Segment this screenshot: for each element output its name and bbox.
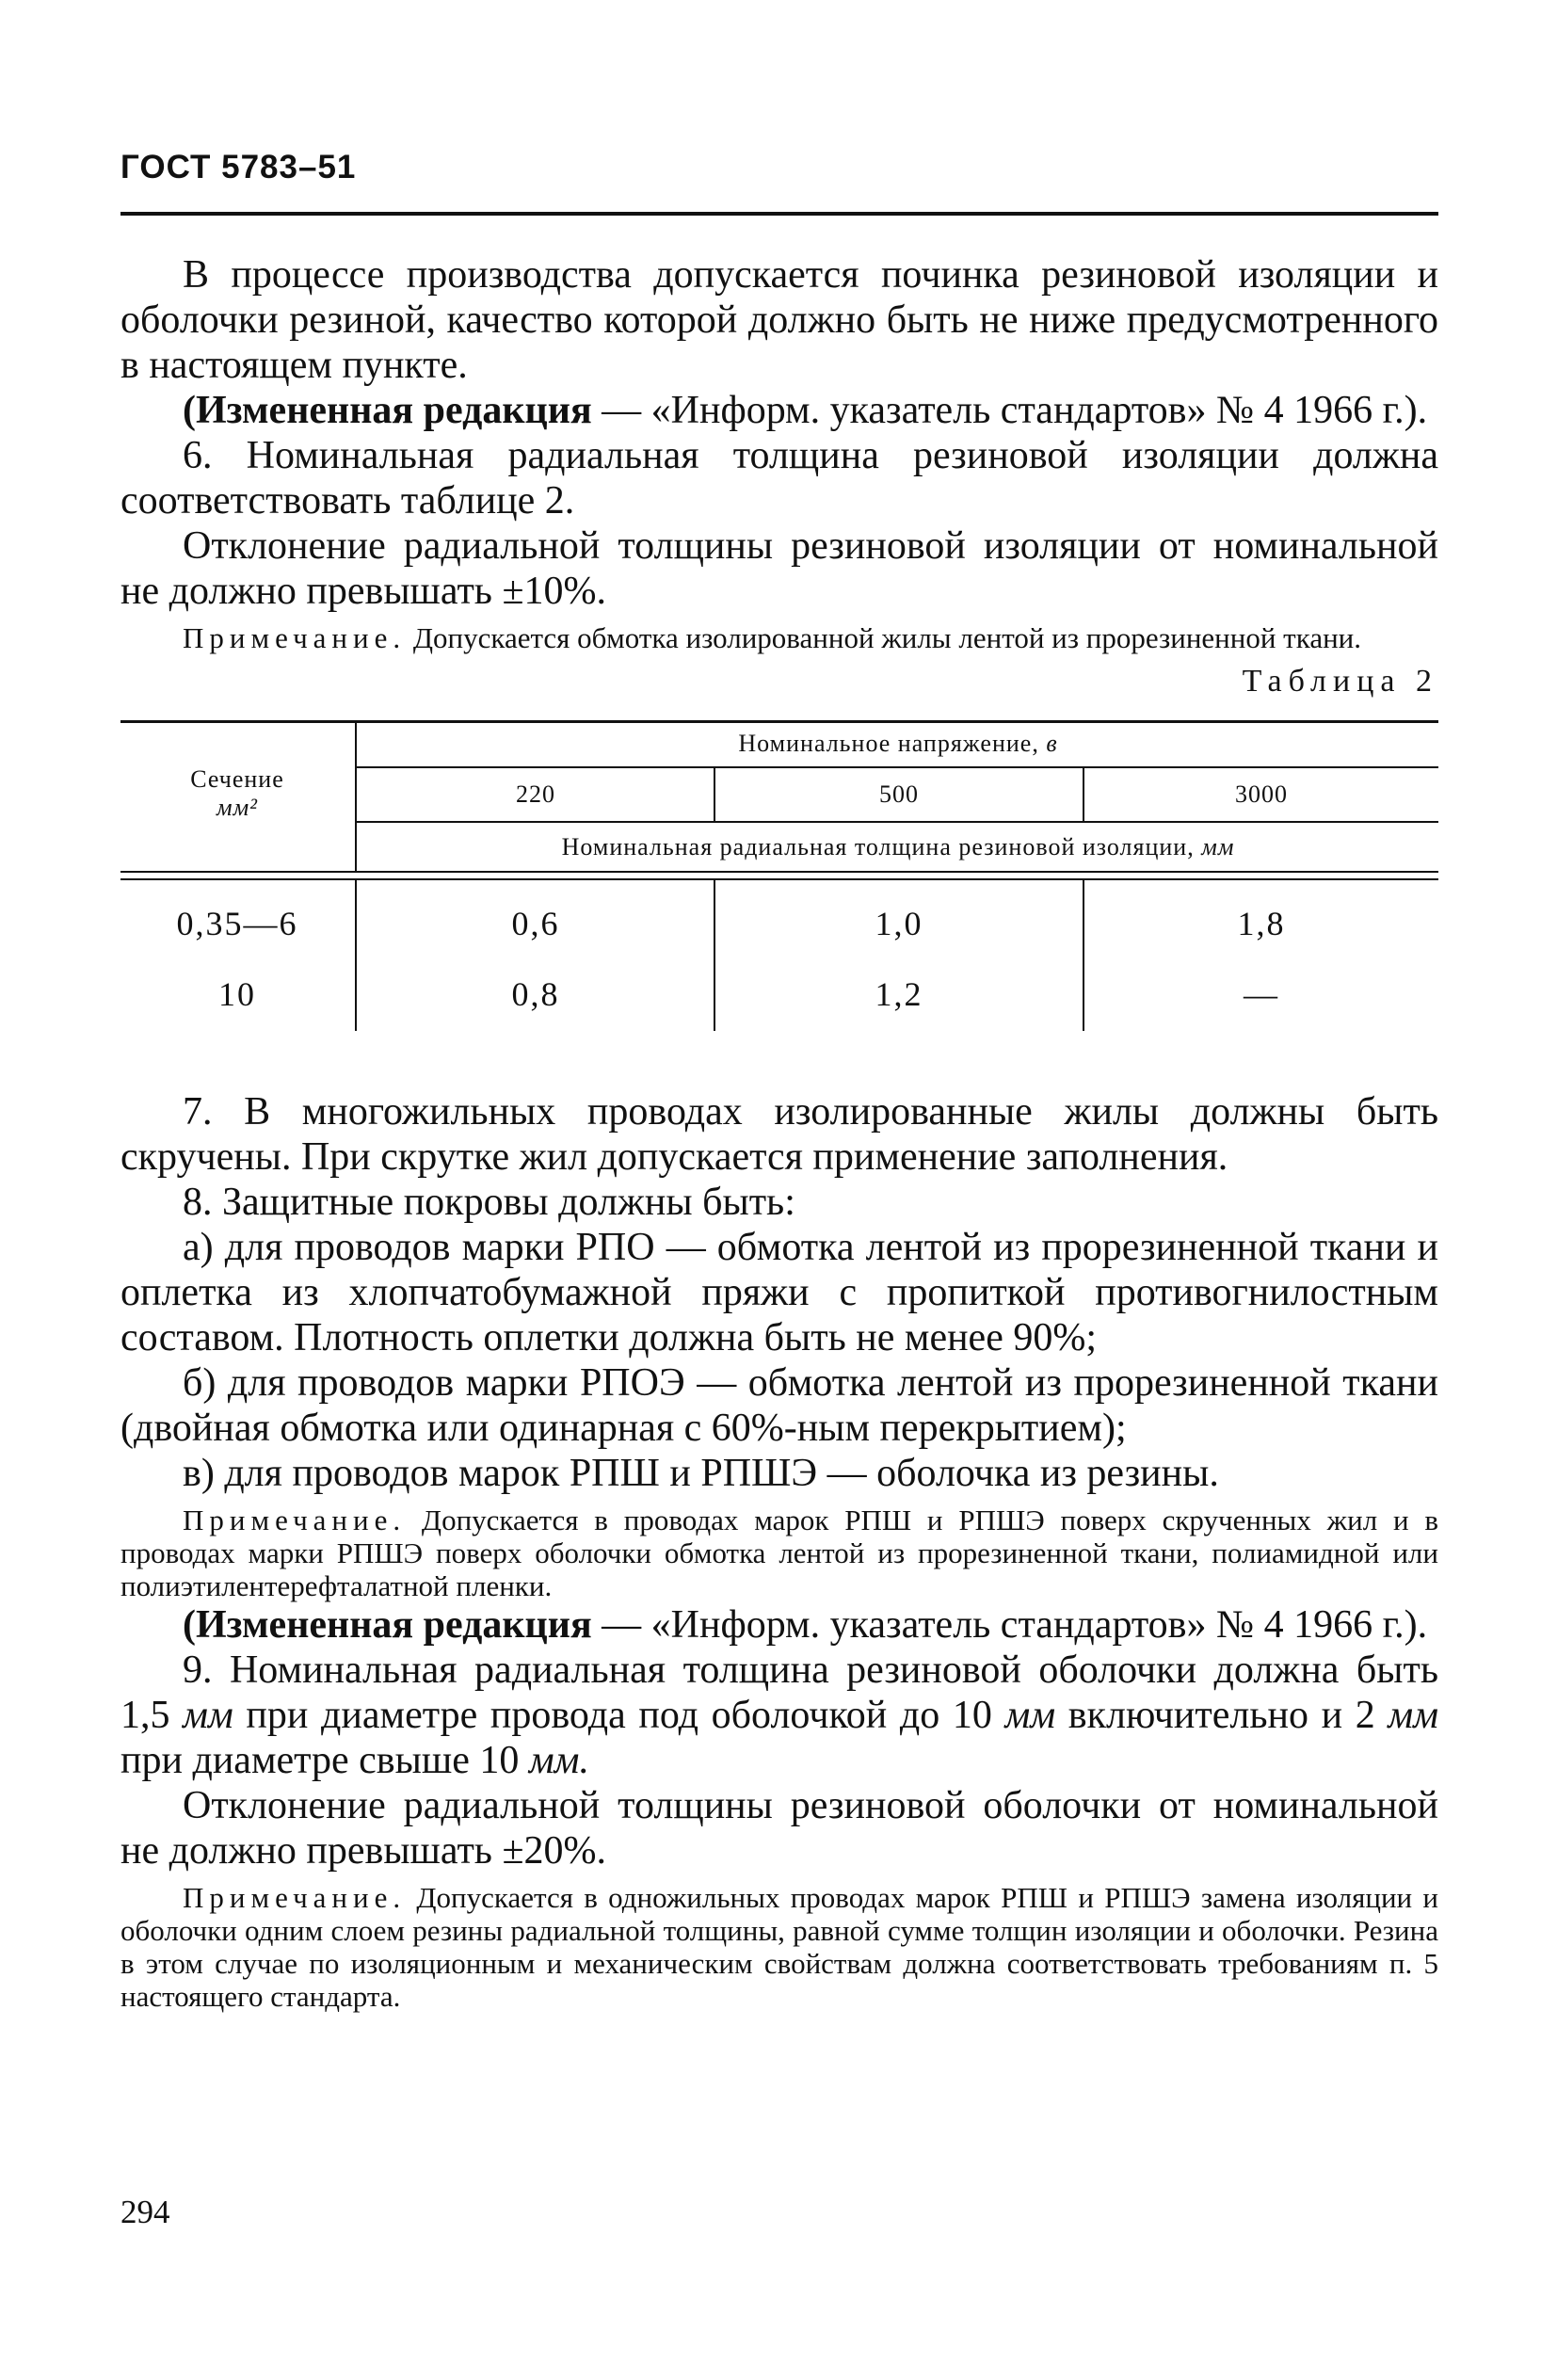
revision-text: — «Информ. указатель стандартов» № 4 1966 г.). <box>591 389 1428 432</box>
section-unit: мм² <box>217 794 258 821</box>
thickness-header-text: Номинальная радиальная толщина резиновой изоляции, <box>561 833 1202 860</box>
table-header-bottom-rule-1 <box>120 871 1438 873</box>
voltage-220: 220 <box>516 780 555 808</box>
note-label: Примечание. <box>183 621 407 654</box>
section-column-header <box>120 765 354 822</box>
table-top-rule <box>120 720 1438 723</box>
note-text: Допускается в проводах марок РПШ и РПШЭ поверх скрученных жил и в проводах марки РПШЭ поверх оболочки обмотка лентой из прорезиненной ткани, полиамидной или полиэтилентерефталатной пленки. <box>120 1504 1438 1602</box>
paragraph-item-6: 6. Номинальная радиальная толщина резиновой изоляции должна соответствовать таблице 2. <box>120 434 1438 523</box>
item-9-text-d: при диаметре свыше 10 <box>120 1739 529 1782</box>
item-9-text-b: при диаметре провода под оболочкой до 10 <box>233 1694 1005 1737</box>
item-9-text-a: 9. Номинальная радиальная толщина резиновой оболочки должна быть 1,5 <box>120 1648 1438 1737</box>
paragraph-item-8v: в) для проводов марок РПШ и РПШЭ — оболочка из резины. <box>183 1452 1219 1495</box>
voltage-3000: 3000 <box>1235 780 1288 808</box>
note-3 <box>120 1881 1438 2013</box>
table-col-divider-main <box>355 722 357 873</box>
paragraph-item-8: 8. Защитные покровы должны быть: <box>183 1181 795 1224</box>
paragraph-item-8a: а) для проводов марки РПО — обмотка лентой из прорезиненной ткани и оплетка из хлопчатобумажной пряжи с пропиткой противогнилостным составом. Плотность оплетки должна быть не менее 90%; <box>120 1226 1438 1359</box>
paragraph-revision-1 <box>120 388 1438 433</box>
paragraph-item-9 <box>120 1648 1438 1783</box>
paragraph-deviation-insulation: Отклонение радиальной толщины резиновой изоляции от номинальной не должно превышать ±10%. <box>120 524 1438 613</box>
table-row-2-section: 10 <box>218 975 256 1013</box>
unit-mm: мм <box>1004 1694 1056 1737</box>
revision-text: — «Информ. указатель стандартов» № 4 1966 г.). <box>591 1603 1428 1647</box>
paragraph-item-8b: б) для проводов марки РПОЭ — обмотка лентой из прорезиненной ткани (двойная обмотка или одинарная с 60%-ным перекрытием); <box>120 1361 1438 1450</box>
paragraph-item-7: 7. В многожильных проводах изолированные жилы должны быть скручены. При скрутке жил допускается применение заполнения. <box>120 1090 1438 1179</box>
note-1 <box>120 621 1438 654</box>
paragraph-repair: В процессе производства допускается починка резиновой изоляции и оболочки резиной, качество которой должно быть не ниже предусмотренного в настоящем пункте. <box>120 253 1438 387</box>
note-2 <box>120 1504 1438 1602</box>
table-caption: Таблица 2 <box>1242 664 1438 699</box>
note-text: Допускается в одножильных проводах марок РПШ и РПШЭ замена изоляции и оболочки одним слоем резины радиальной толщины, равной сумме толщин изоляции и оболочки. Резина в этом случае по изоляционным и механическим свойствам должна соответствовать требованиям п. 5 настоящего стандарта. <box>120 1881 1438 2013</box>
item-9-text-c: включительно и 2 <box>1055 1694 1388 1737</box>
table-row-2-220: 0,8 <box>511 975 560 1013</box>
table-row-1-500: 1,0 <box>875 905 923 942</box>
paragraph-revision-2 <box>120 1602 1438 1648</box>
page-content <box>120 252 1438 2013</box>
table-row-1-section: 0,35—6 <box>176 905 298 942</box>
voltage-header-unit: в <box>1046 730 1058 757</box>
table-row-1-3000: 1,8 <box>1237 905 1286 942</box>
table-inner-rule-2 <box>356 821 1438 823</box>
document-header: ГОСТ 5783–51 <box>120 149 357 185</box>
note-label: Примечание. <box>183 1504 407 1536</box>
table-row-2-3000: — <box>1244 975 1279 1013</box>
voltage-500: 500 <box>879 780 919 808</box>
section-label: Сечение <box>190 765 284 793</box>
paragraph-deviation-sheath: Отклонение радиальной толщины резиновой оболочки от номинальной не должно превышать ±20%. <box>120 1784 1438 1873</box>
table-header-bottom-rule-2 <box>120 878 1438 880</box>
table-col-divider-main-body <box>355 880 357 1031</box>
unit-mm: мм <box>1388 1694 1439 1737</box>
voltage-header <box>358 730 1438 758</box>
voltage-header-text: Номинальное напряжение, <box>738 730 1047 757</box>
table-inner-rule-1 <box>356 766 1438 768</box>
unit-mm: мм <box>183 1694 233 1737</box>
note-text: Допускается обмотка изолированной жилы лентой из прорезиненной ткани. <box>406 621 1362 654</box>
page-number: 294 <box>120 2194 170 2230</box>
unit-mm: мм. <box>528 1739 589 1782</box>
table-row-2-500: 1,2 <box>875 975 923 1013</box>
thickness-header-unit: мм <box>1201 833 1235 860</box>
note-label: Примечание. <box>183 1881 407 1914</box>
table-2 <box>120 716 1438 1065</box>
header-rule <box>120 212 1438 216</box>
revision-label: (Измененная редакция <box>183 389 592 432</box>
revision-label: (Измененная редакция <box>183 1603 592 1647</box>
thickness-header <box>358 833 1438 861</box>
table-row-1-220: 0,6 <box>511 905 560 942</box>
